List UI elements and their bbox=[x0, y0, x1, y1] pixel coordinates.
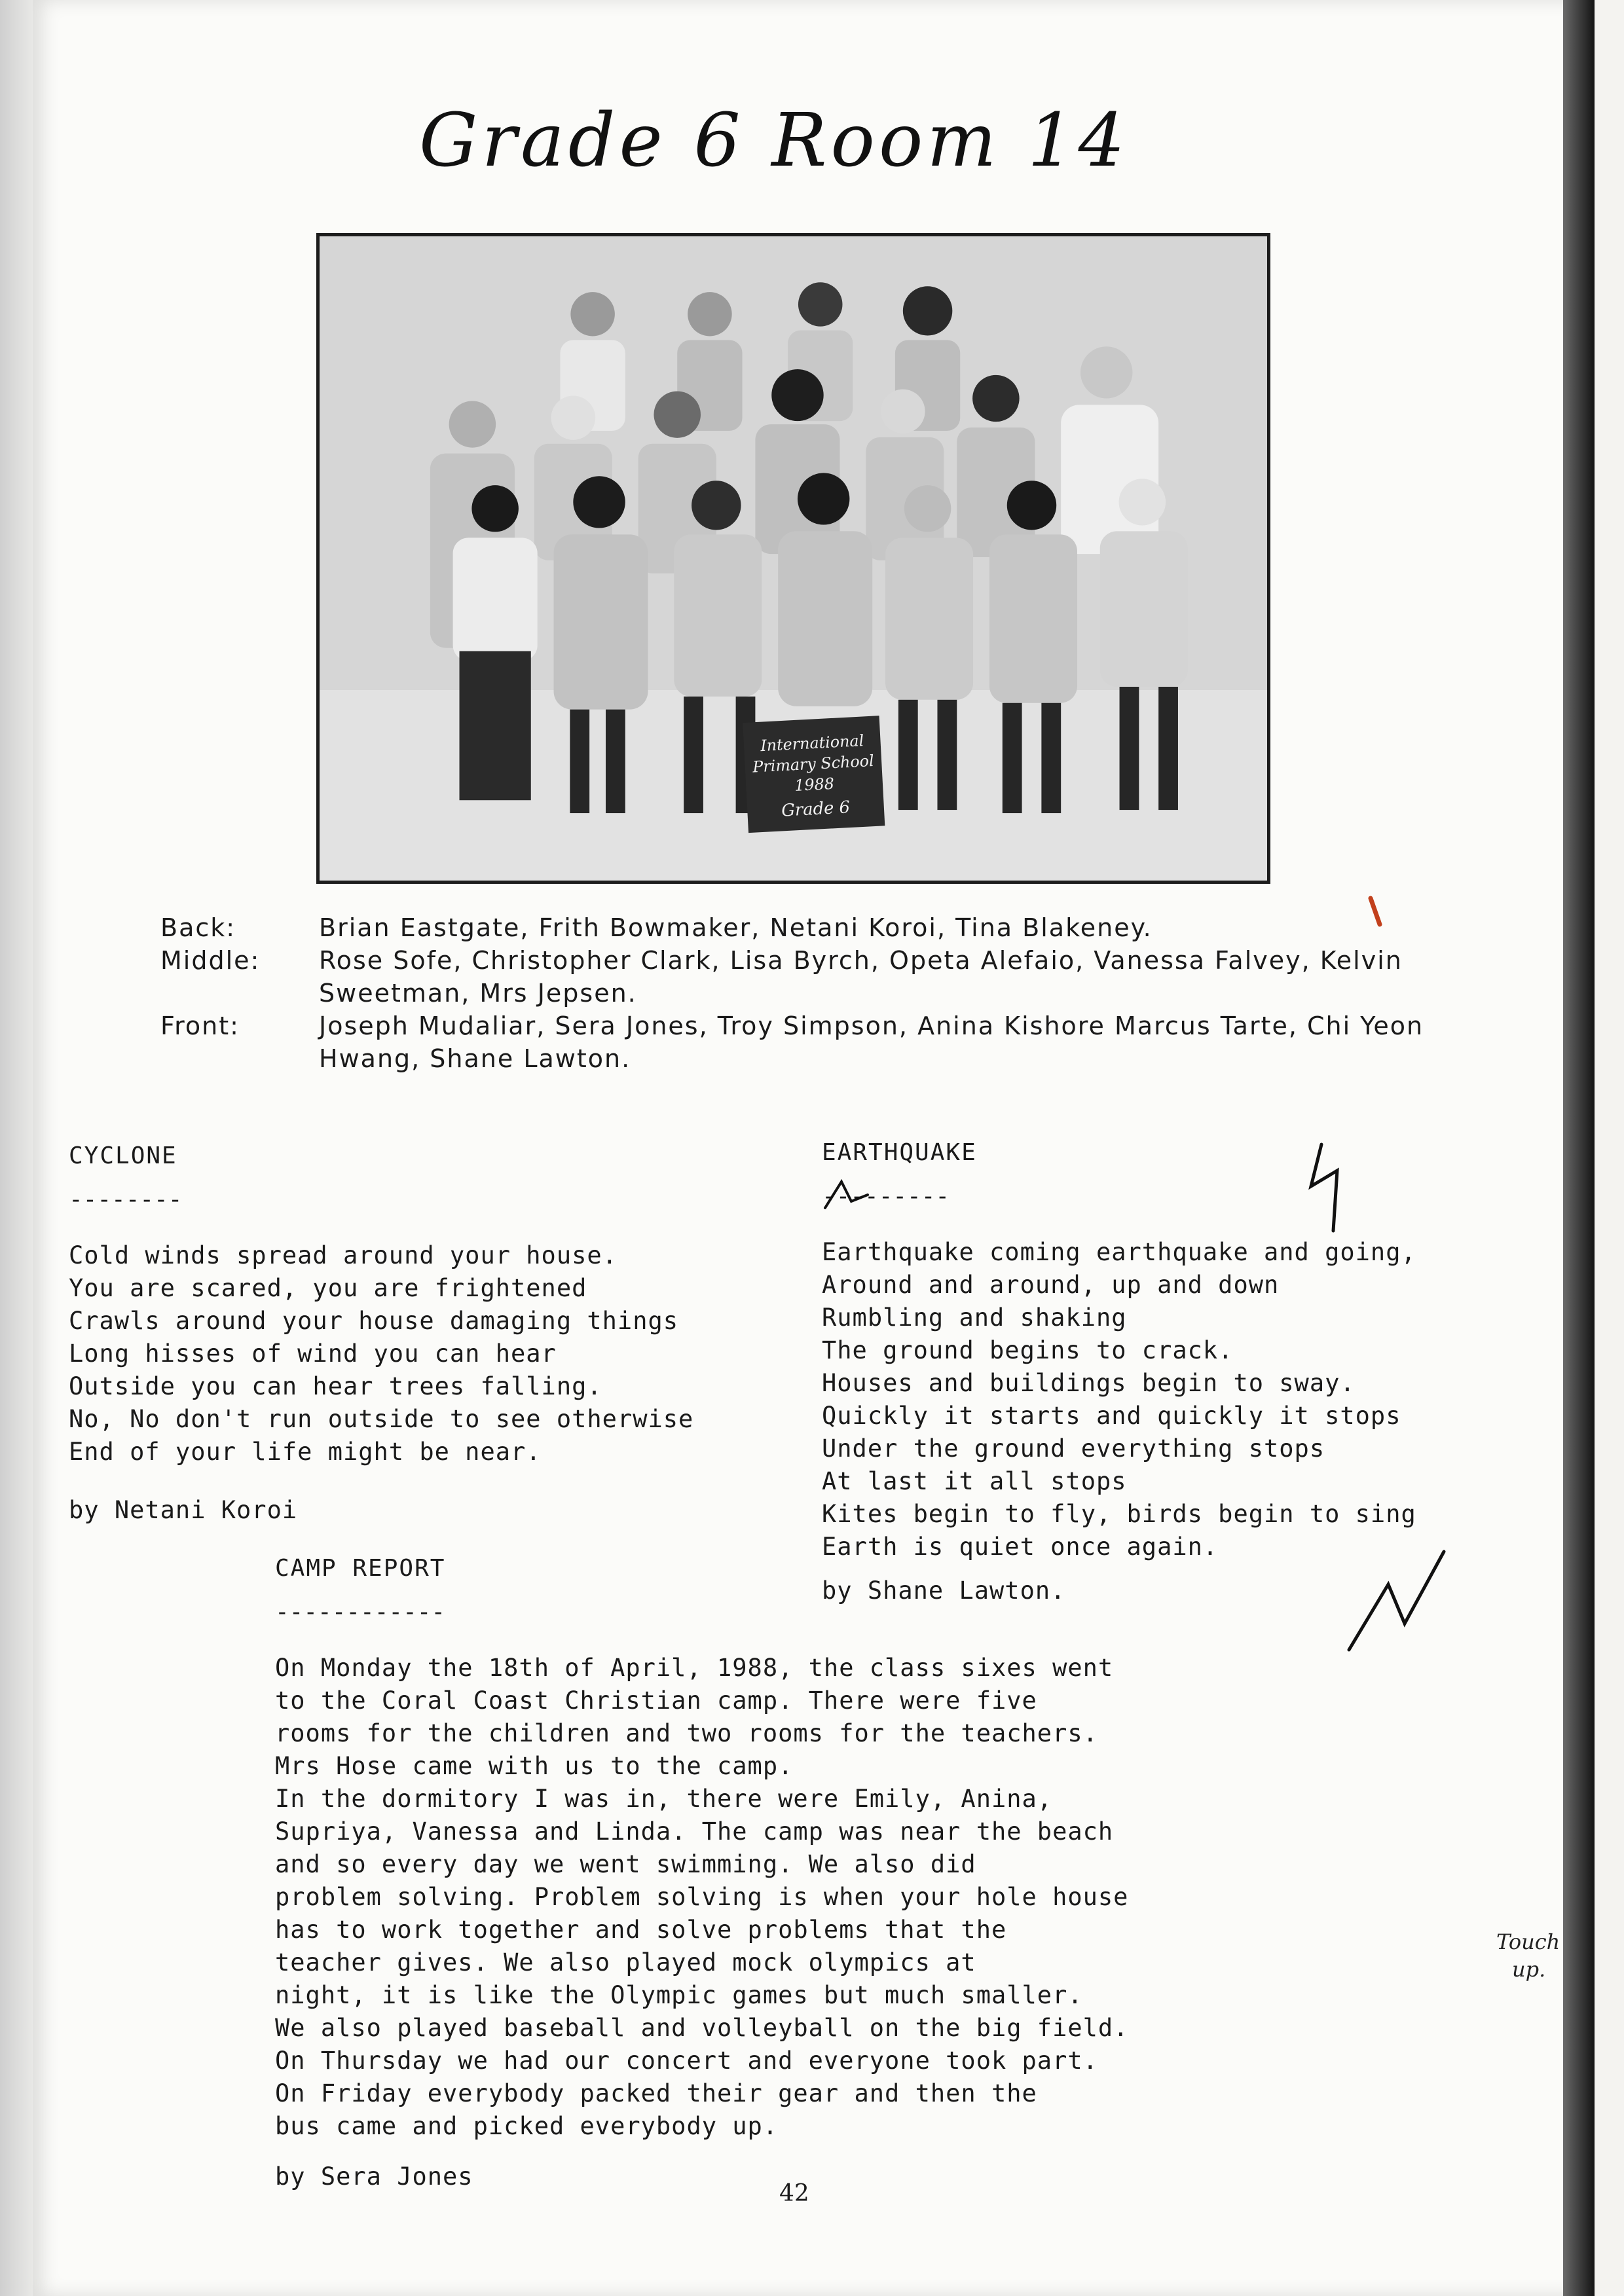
camp-lines bbox=[275, 1652, 1388, 2143]
poem-line: Long hisses of wind you can hear bbox=[69, 1339, 557, 1368]
note-line: Touch bbox=[1496, 1929, 1560, 1954]
poem-line: Outside you can hear trees falling. bbox=[69, 1372, 602, 1400]
camp-report bbox=[275, 1555, 1388, 2191]
poem-line: Crawls around your house damaging things bbox=[69, 1307, 679, 1335]
poem-line: Kites begin to fly, birds begin to sing bbox=[822, 1500, 1416, 1528]
poem-line: You are scared, you are frightened bbox=[69, 1274, 587, 1302]
cyclone-poem bbox=[69, 1142, 822, 1524]
report-line: and so every day we went swimming. We also did bbox=[275, 1850, 976, 1878]
earthquake-heading: EARTHQUAKE bbox=[822, 1139, 977, 1166]
note-line: up. bbox=[1512, 1957, 1546, 1982]
report-line: On Monday the 18th of April, 1988, the class sixes went bbox=[275, 1654, 1114, 1682]
report-line: On Friday everybody packed their gear and then the bbox=[275, 2079, 1037, 2107]
earthquake-lines bbox=[822, 1236, 1562, 1563]
poem-line: Under the ground everything stops bbox=[822, 1434, 1325, 1463]
report-line: In the dormitory I was in, there were Emily, Anina, bbox=[275, 1785, 1053, 1813]
report-line: teacher gives. We also played mock olympics at bbox=[275, 1948, 976, 1977]
caption-label: Back: bbox=[160, 913, 236, 942]
photo-caption bbox=[160, 911, 1470, 1075]
class-sign bbox=[743, 716, 885, 833]
class-photo bbox=[316, 233, 1270, 884]
page-left-edge bbox=[0, 0, 33, 2296]
sign-line-3: 1988 bbox=[794, 774, 835, 795]
scribble-mark-icon bbox=[822, 1175, 900, 1214]
camp-heading: CAMP REPORT bbox=[275, 1555, 446, 1582]
caption-row-back bbox=[160, 911, 1470, 944]
sign-line-4: Grade 6 bbox=[781, 797, 851, 821]
caption-names: Joseph Mudaliar, Sera Jones, Troy Simpson, Anina Kishore Marcus Tarte, Chi Yeon Hwang, Shane Lawton. bbox=[319, 1011, 1424, 1073]
report-line: We also played baseball and volleyball on the big field. bbox=[275, 2014, 1129, 2042]
caption-row-middle bbox=[160, 944, 1470, 1010]
caption-label: Middle: bbox=[160, 946, 261, 975]
report-line: to the Coral Coast Christian camp. There were five bbox=[275, 1686, 1037, 1715]
poem-line: Rumbling and shaking bbox=[822, 1303, 1127, 1332]
sign-line-2: Primary School bbox=[752, 751, 875, 776]
report-line: On Thursday we had our concert and everyone took part. bbox=[275, 2047, 1098, 2075]
class-photo-graphic bbox=[320, 236, 1267, 881]
poem-line: At last it all stops bbox=[822, 1467, 1127, 1495]
camp-underline: ------------ bbox=[275, 1599, 446, 1626]
poem-line: Houses and buildings begin to sway. bbox=[822, 1369, 1356, 1397]
report-line: problem solving. Problem solving is when your hole house bbox=[275, 1883, 1129, 1911]
caption-label: Front: bbox=[160, 1011, 240, 1040]
report-line: night, it is like the Olympic games but much smaller. bbox=[275, 1981, 1083, 2009]
cyclone-underline: -------- bbox=[69, 1186, 183, 1213]
poem-line: Earth is quiet once again. bbox=[822, 1533, 1219, 1561]
report-line: Mrs Hose came with us to the camp. bbox=[275, 1752, 794, 1780]
earthquake-byline: by Shane Lawton. bbox=[822, 1576, 1066, 1605]
earthquake-underline: --------- bbox=[822, 1183, 950, 1210]
caption-names: Brian Eastgate, Frith Bowmaker, Netani Koroi, Tina Blakeney. bbox=[319, 913, 1153, 942]
poem-line: Around and around, up and down bbox=[822, 1271, 1280, 1299]
report-line: has to work together and solve problems that the bbox=[275, 1916, 1007, 1944]
poem-line: Cold winds spread around your house. bbox=[69, 1241, 618, 1269]
page-title: Grade 6 Room 14 bbox=[419, 98, 1129, 183]
cyclone-byline: by Netani Koroi bbox=[69, 1496, 298, 1524]
handwritten-note bbox=[1496, 1928, 1560, 1983]
caption-row-front bbox=[160, 1010, 1470, 1075]
student-figure bbox=[570, 292, 615, 336]
poem-line: Earthquake coming earthquake and going, bbox=[822, 1238, 1416, 1266]
cyclone-heading: CYCLONE bbox=[69, 1142, 177, 1169]
red-pencil-mark-icon bbox=[1365, 896, 1385, 928]
poem-line: End of your life might be near. bbox=[69, 1438, 542, 1466]
report-line: bus came and picked everybody up. bbox=[275, 2112, 779, 2140]
camp-byline: by Sera Jones bbox=[275, 2162, 473, 2191]
earthquake-poem bbox=[822, 1139, 1562, 1605]
report-line: Supriya, Vanessa and Linda. The camp was near the beach bbox=[275, 1817, 1114, 1846]
lightning-mark-icon bbox=[1342, 1545, 1460, 1656]
page-number: 42 bbox=[779, 2180, 809, 2207]
cyclone-lines bbox=[69, 1239, 822, 1468]
poem-line: The ground begins to crack. bbox=[822, 1336, 1234, 1364]
report-line: rooms for the children and two rooms for the teachers. bbox=[275, 1719, 1098, 1747]
book-binding-shadow bbox=[1563, 0, 1595, 2296]
lightning-mark-icon bbox=[1303, 1139, 1356, 1237]
poem-line: No, No don't run outside to see otherwise bbox=[69, 1405, 694, 1433]
caption-names: Rose Sofe, Christopher Clark, Lisa Byrch, Opeta Alefaio, Vanessa Falvey, Kelvin Sweetman, Mrs Jepsen. bbox=[319, 946, 1403, 1008]
poem-line: Quickly it starts and quickly it stops bbox=[822, 1402, 1401, 1430]
sign-line-1: International bbox=[760, 731, 864, 756]
